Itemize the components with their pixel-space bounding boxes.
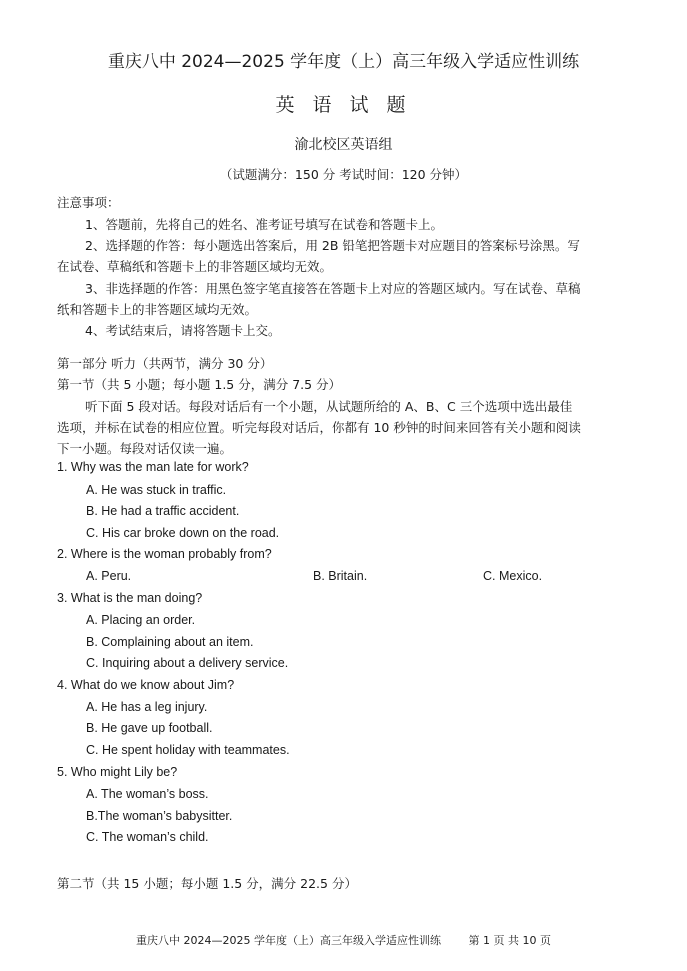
question-option: B. He gave up football.	[86, 721, 213, 735]
question-option: C. His car broke down on the road.	[86, 526, 280, 540]
question-option: B. Britain.	[313, 569, 368, 583]
question-stem: 5. Who might Lily be?	[57, 765, 178, 779]
question-option: A. He has a leg injury.	[86, 700, 208, 714]
question-option: A. The woman’s boss.	[86, 787, 209, 801]
note-line: 1、答题前，先将自己的姓名、准考证号填写在试卷和答题卡上。	[85, 217, 443, 232]
note-line: 在试卷、草稿纸和答题卡上的非答题区域均无效。	[57, 259, 333, 274]
note-line: 4、考试结束后，请将答题卡上交。	[85, 323, 281, 338]
footer-title: 重庆八中 2024—2025 学年度（上）高三年级入学适应性训练	[136, 934, 441, 947]
part-heading: 第一部分 听力（共两节，满分 30 分）	[57, 356, 273, 371]
question-option: B. He had a traffic accident.	[86, 504, 240, 518]
question-option: B. Complaining about an item.	[86, 635, 254, 649]
page-number: 第 1 页 共 10 页	[468, 934, 551, 947]
instruction-line: 听下面 5 段对话。每段对话后有一个小题，从试题所给的 A、B、C 三个选项中选出最佳	[85, 399, 573, 414]
section-heading: 第二节（共 15 小题；每小题 1.5 分，满分 22.5 分）	[57, 876, 357, 891]
question-stem: 3. What is the man doing?	[57, 591, 203, 605]
section-heading: 第一节（共 5 小题；每小题 1.5 分，满分 7.5 分）	[57, 377, 342, 392]
question-option: C. The woman’s child.	[86, 830, 209, 844]
question-stem: 1. Why was the man late for work?	[57, 460, 249, 474]
question-stem: 4. What do we know about Jim?	[57, 678, 235, 692]
question-option: B.The woman’s babysitter.	[86, 809, 233, 823]
question-option: C. Inquiring about a delivery service.	[86, 656, 289, 670]
instruction-line: 选项，并标在试卷的相应位置。听完每段对话后，你都有 10 秒钟的时间来回答有关小题和阅读	[57, 420, 581, 435]
notes-heading: 注意事项：	[57, 195, 120, 210]
author-group: 渝北校区英语组	[294, 137, 393, 153]
question-option: A. He was stuck in traffic.	[86, 483, 227, 497]
exam-info: （试题满分：150 分 考试时间：120 分钟）	[219, 167, 468, 182]
instruction-line: 下一小题。每段对话仅读一遍。	[57, 441, 233, 456]
question-option: C. He spent holiday with teammates.	[86, 743, 290, 757]
question-stem: 2. Where is the woman probably from?	[57, 547, 272, 561]
note-line: 纸和答题卡上的非答题区域均无效。	[57, 302, 258, 317]
note-line: 3、非选择题的作答：用黑色签字笔直接答在答题卡上对应的答题区域内。写在试卷、草稿	[85, 281, 581, 296]
page-footer	[0, 932, 687, 948]
note-line: 2、选择题的作答：每小题选出答案后，用 2B 铅笔把答题卡对应题目的答案标号涂黑。写	[85, 238, 580, 253]
subject-title: 英 语 试 题	[275, 94, 412, 116]
question-option: C. Mexico.	[483, 569, 543, 583]
question-option: A. Placing an order.	[86, 613, 196, 627]
exam-title: 重庆八中 2024—2025 学年度（上）高三年级入学适应性训练	[107, 52, 580, 72]
question-option: A. Peru.	[86, 569, 132, 583]
